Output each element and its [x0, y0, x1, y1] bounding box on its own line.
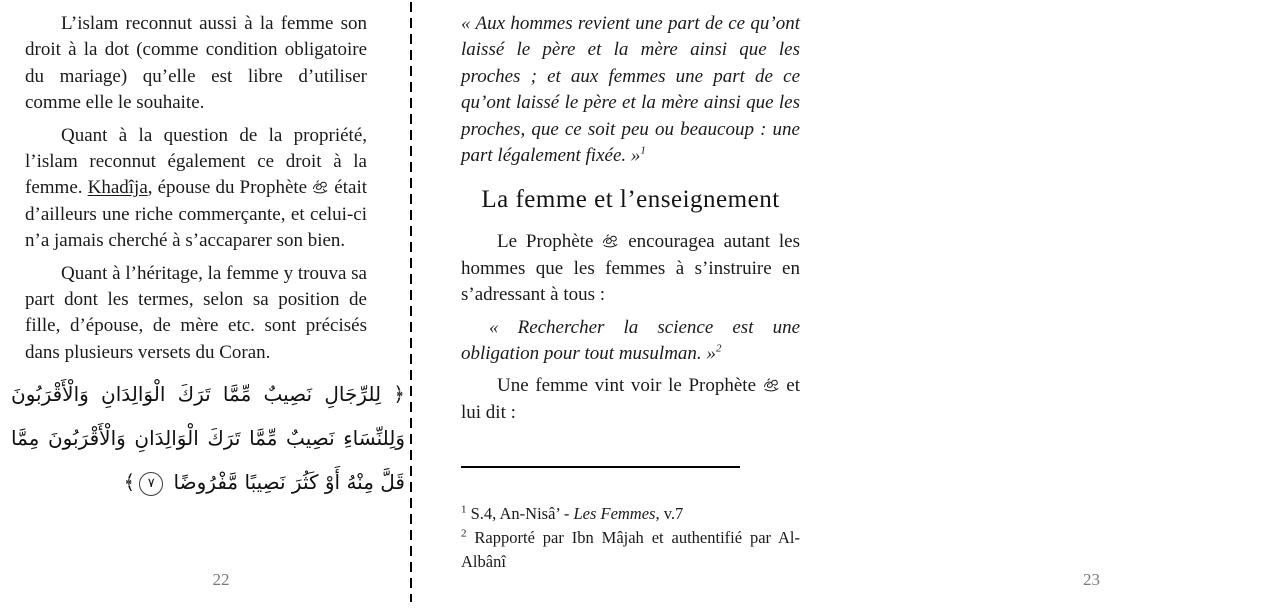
ornate-close-bracket: ﴾	[123, 470, 136, 495]
text-segment: « Aux hommes revient une part de ce qu’ont laissé le père et la mère ainsi que les proches ; et aux femmes une part de ce qu’ont laissé le père et la mère ainsi que les proches, que ce soit peu ou beaucoup : une part légalement fixée. »	[461, 13, 800, 167]
footnote-separator	[461, 466, 740, 468]
paragraph-propriete	[25, 123, 367, 255]
text-segment: était d’ailleurs une riche commerçante, et celui-ci n’a jamais cherché à s’accaparer son bien.	[25, 177, 367, 252]
quote-heritage-verse-french	[461, 11, 800, 169]
text-segment: Rapporté par Ibn Mâjah et authentifié par Al-Albânî	[461, 528, 801, 571]
quran-verse-arabic	[11, 372, 405, 504]
book-title-italic: Les Femmes	[573, 504, 656, 523]
footnote-marker-2: 2	[461, 527, 467, 540]
text-segment: , v.7	[655, 504, 684, 523]
footnote-2	[461, 526, 800, 574]
text-segment: « Rechercher la science est une obligation pour tout musulman. »	[461, 316, 800, 365]
footnote-reference-2: 2	[715, 342, 722, 355]
text-segment: Quant à la question de la propriété, l’islam reconnut également ce droit à la femme.	[25, 124, 367, 199]
page-number-right: 23	[1083, 570, 1100, 589]
paragraph-heritage: Quant à l’héritage, la femme y trouva sa part dont les termes, selon sa position de fille, d’épouse, de mère etc. sont précisés dans plusieurs versets du Coran.	[25, 262, 367, 363]
prophet-honorific-icon	[763, 378, 780, 393]
khadija-underlined-name: Khadîja	[87, 177, 148, 199]
text-segment: Le Prophète	[497, 231, 603, 253]
footnote-marker-1: 1	[461, 503, 467, 516]
prophet-honorific-icon	[602, 234, 619, 249]
footnote-1	[461, 502, 800, 526]
paragraph-une-femme	[461, 373, 800, 426]
text-segment: encouragea autant les hommes que les femmes à s’instruire en s’adressant à tous :	[461, 231, 801, 306]
page-left	[11, 0, 406, 613]
text-segment: et lui dit :	[461, 375, 800, 423]
section-heading: La femme et l’enseignement	[481, 186, 780, 214]
quote-hadith-science	[461, 315, 800, 368]
page-number-left: 22	[212, 570, 230, 589]
text-segment: Une femme vint voir le Prophète	[497, 375, 763, 397]
paragraph-enseignement	[461, 229, 800, 308]
ornate-open-bracket: ﴿	[393, 382, 406, 407]
footnote-reference-1: 1	[640, 144, 646, 157]
footnote-block	[461, 466, 800, 574]
page-spine-divider	[410, 2, 412, 602]
paragraph-dot: L’islam reconnut aussi à la femme son droit à la dot (comme condition obligatoire du mariage) qu’elle est libre d’utiliser comme elle le souhaite.	[25, 13, 367, 114]
text-segment: S.4, An-Nisâ’ -	[470, 504, 574, 523]
quran-verse-text: لِلرِّجَالِ نَصِيبٌ مِّمَّا تَرَكَ الْوَالِدَانِ وَالْأَقْرَبُونَ وَلِلنِّسَاءِ نَصِيبٌ مِّمَّا تَرَكَ الْوَالِدَانِ وَالْأَقْرَبُونَ مِمَّا قَلَّ مِنْهُ أَوْ كَثُرَ نَصِيبًا مَّفْرُوضًا	[11, 382, 405, 495]
prophet-honorific-icon	[312, 180, 329, 195]
text-segment: , épouse du Prophète	[147, 177, 313, 199]
verse-number-badge: ٧	[139, 472, 163, 496]
